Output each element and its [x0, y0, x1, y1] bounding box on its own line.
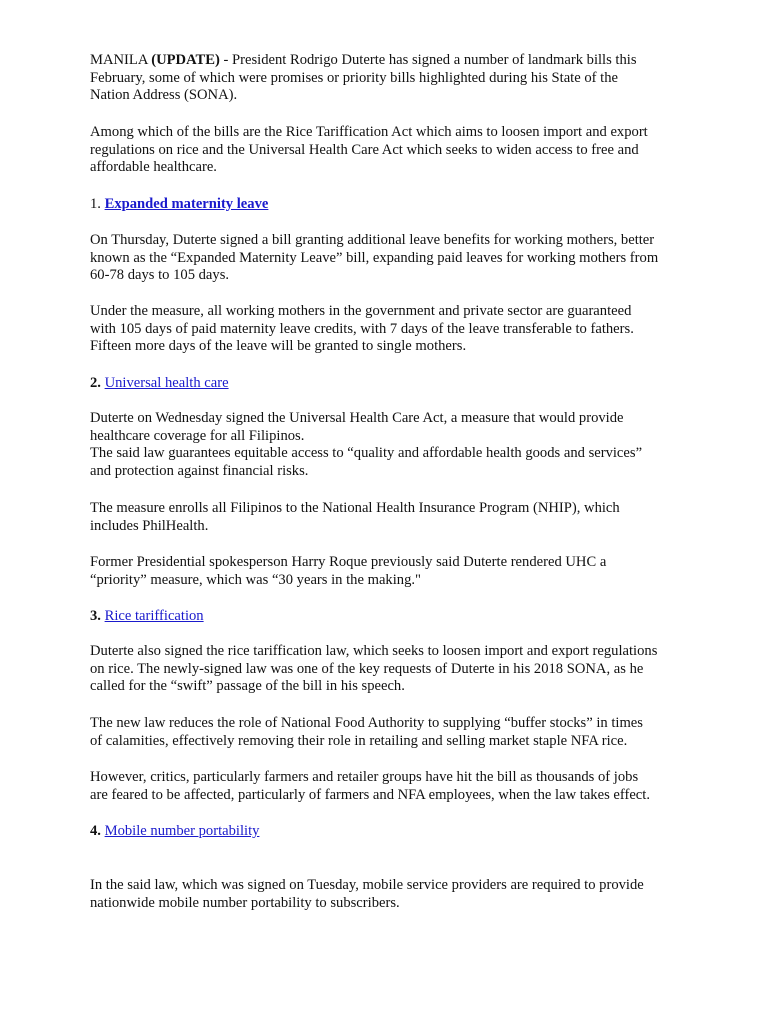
text-line: Under the measure, all working mothers in the government and private sector are guaranteed	[90, 303, 632, 319]
intro-line: February, some of which were promises or priority bills highlighted during his State of the	[90, 69, 618, 86]
link-rice-tariffication[interactable]: Rice tariffication	[104, 608, 204, 624]
section-number: 3.	[90, 608, 105, 624]
summary-paragraph	[90, 124, 690, 177]
paragraph	[90, 554, 690, 589]
text-line: are feared to be affected, particularly of farmers and NFA employees, when the law takes effect.	[90, 786, 650, 803]
text-line: with 105 days of paid maternity leave credits, with 7 days of the leave transferable to fathers.	[90, 320, 634, 337]
link-universal-health-care[interactable]: Universal health care	[104, 375, 229, 391]
section-heading-rice-tariffication	[90, 608, 690, 626]
text-line: nationwide mobile number portability to subscribers.	[90, 894, 400, 911]
section-heading-universal-health-care	[90, 375, 690, 393]
text-line: The said law guarantees equitable access to “quality and affordable health goods and services”	[90, 445, 643, 462]
text-line: called for the “swift” passage of the bill in his speech.	[90, 678, 405, 695]
intro-line	[90, 52, 690, 70]
paragraph	[90, 643, 690, 696]
link-expanded-maternity-leave[interactable]: Expanded maternity leave	[104, 196, 269, 212]
summary-line: regulations on rice and the Universal Health Care Act which seeks to widen access to free and	[90, 141, 639, 158]
section-number: 4.	[90, 823, 105, 839]
text-line: The measure enrolls all Filipinos to the National Health Insurance Program (NHIP), which	[90, 500, 620, 516]
text-line: However, critics, particularly farmers and retailer groups have hit the bill as thousands of jobs	[90, 769, 639, 785]
text-line: on rice. The newly-signed law was one of the key requests of Duterte in his 2018 SONA, as he	[90, 660, 644, 677]
paragraph	[90, 715, 690, 750]
paragraph	[90, 769, 690, 804]
text-line: Former Presidential spokesperson Harry Roque previously said Duterte rendered UHC a	[90, 554, 607, 570]
summary-line: Among which of the bills are the Rice Tariffication Act which aims to loosen import and export	[90, 124, 648, 140]
text-line: On Thursday, Duterte signed a bill granting additional leave benefits for working mothers, better	[90, 232, 655, 248]
link-mobile-number-portability[interactable]: Mobile number portability	[104, 823, 260, 839]
text-line: known as the “Expanded Maternity Leave” bill, expanding paid leaves for working mothers from	[90, 249, 659, 266]
text-line: 60-78 days to 105 days.	[90, 267, 230, 284]
intro-line: Nation Address (SONA).	[90, 87, 238, 104]
section-number: 2.	[90, 375, 105, 391]
text-line: of calamities, effectively removing their role in retailing and selling market staple NFA rice.	[90, 732, 628, 749]
paragraph	[90, 500, 690, 535]
paragraph	[90, 410, 690, 480]
intro-paragraph	[90, 52, 690, 105]
text-line: The new law reduces the role of National Food Authority to supplying “buffer stocks” in times	[90, 715, 643, 731]
summary-line: affordable healthcare.	[90, 159, 217, 176]
section-heading-mobile-number-portability	[90, 823, 690, 841]
text-line: includes PhilHealth.	[90, 517, 209, 534]
text-line: Duterte on Wednesday signed the Universal Health Care Act, a measure that would provide	[90, 410, 624, 426]
text-line: Duterte also signed the rice tariffication law, which seeks to loosen import and export regulations	[90, 643, 658, 659]
text-line: “priority” measure, which was “30 years in the making."	[90, 571, 421, 588]
text-line: and protection against financial risks.	[90, 462, 309, 479]
paragraph	[90, 232, 690, 285]
section-number: 1.	[90, 196, 105, 212]
update-tag: (UPDATE)	[151, 52, 220, 68]
dateline: MANILA	[90, 52, 152, 68]
section-heading-maternity-leave	[90, 196, 690, 214]
lead-text: - President Rodrigo Duterte has signed a number of landmark bills this	[219, 52, 637, 68]
paragraph	[90, 303, 690, 356]
text-line: Fifteen more days of the leave will be granted to single mothers.	[90, 338, 467, 355]
text-line: healthcare coverage for all Filipinos.	[90, 427, 305, 444]
text-line: In the said law, which was signed on Tuesday, mobile service providers are required to provide	[90, 877, 644, 893]
paragraph	[90, 877, 690, 912]
